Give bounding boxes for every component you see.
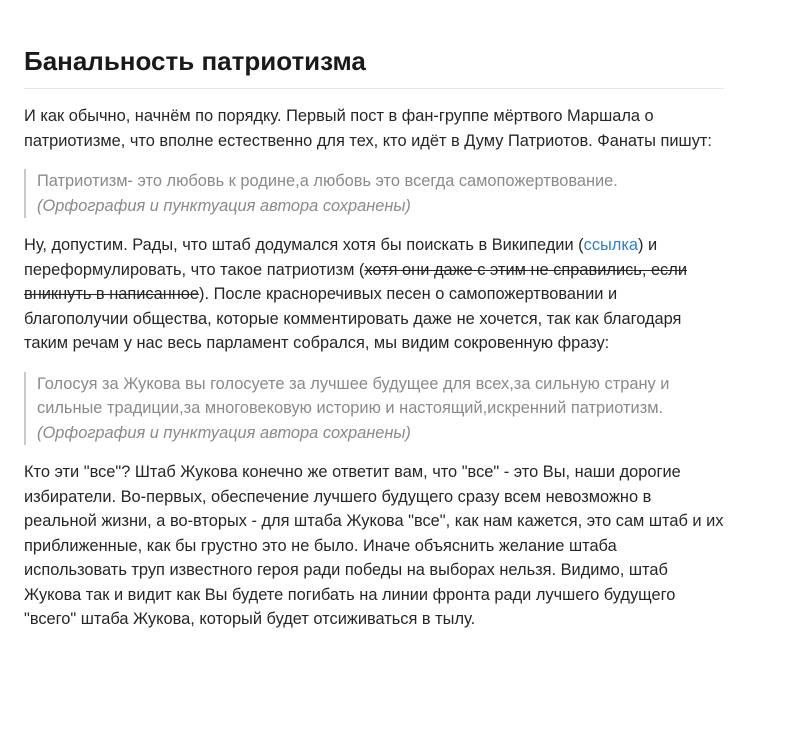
paragraph-intro: И как обычно, начнём по порядку. Первый пост в фан-группе мёртвого Маршала о патриотизме, что вполне естественно для тех, кто идёт в Думу Патриотов. Фанаты пишут: [24,107,712,150]
wikipedia-link[interactable]: ссылка [583,236,639,254]
quote-note: (Орфография и пунктуация автора сохранены) [37,196,411,215]
article-title: Банальность патриотизма [24,44,724,89]
article [24,44,724,632]
paragraph-text: ). После красноречивых песен о самопожертвовании и благополучии общества, которые комментировать даже не хочется, так как благодаря таким речам у нас весь парламент собрался, мы видим сокровенную фразу: [24,285,682,352]
strikethrough-remark: хотя они даже с этим не справились, если вникнуть в написанное [24,260,687,303]
quote-text: Голосуя за Жукова вы голосуете за лучшее будущее для всех,за сильную страну и сильные традиции,за многовековую историю и настоящий,искренний патриотизм. [37,374,670,417]
quote-note: (Орфография и пунктуация автора сохранены) [37,423,411,442]
paragraph-everyone: Кто эти "все"? Штаб Жукова конечно же ответит вам, что "все" - это Вы, наши дорогие избиратели. Во-первых, обеспечение лучшего будущего сразу всем невозможно в реальной жизни, а во-вторых - для штаба Жукова "все", как нам кажется, это сам штаб и их приближенные, как бы грустно это не было. Иначе объяснить желание штаба использовать труп известного героя ради победы на выборах нельзя. Видимо, штаб Жукова так и видит как Вы будете погибать на линии фронта ради лучшего будущего "всего" штаба Жукова, который будет отсиживаться в тылу. [24,463,724,628]
paragraph-text: Ну, допустим. Рады, что штаб додумался хотя бы поискать в Википедии ( [24,236,584,254]
paragraph-wikipedia [24,233,724,356]
quote-zhukov [24,372,724,446]
quote-patriotism [24,169,724,218]
paragraph-text: ) и переформулировать, что такое патриотизм ( [24,236,658,279]
quote-text: Патриотизм- это любовь к родине,а любовь это всегда самопожертвование. [37,172,618,190]
